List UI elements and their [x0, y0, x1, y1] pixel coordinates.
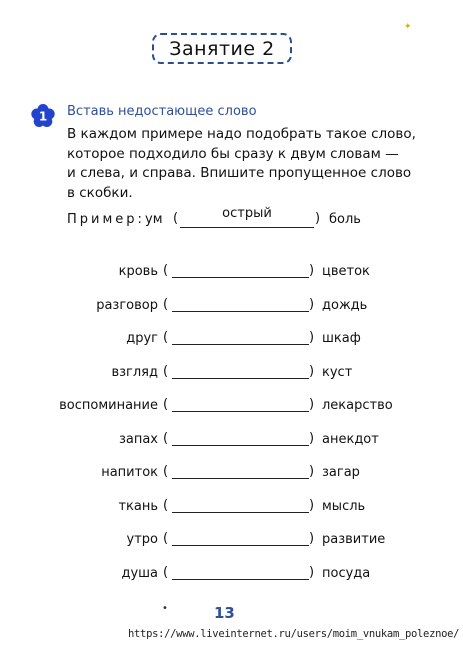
example-answer: острый [222, 206, 272, 221]
left-word: напиток [101, 465, 158, 480]
paren-close: ) [309, 497, 315, 513]
answer-blank[interactable] [172, 512, 309, 513]
instruction-line: и слева, и справа. Впишите пропущенное слово [67, 165, 412, 181]
answer-blank[interactable] [172, 277, 309, 278]
paren-close: ) [309, 397, 315, 412]
answer-line [180, 227, 314, 228]
answer-blank[interactable] [172, 478, 309, 479]
right-word: анекдот [322, 431, 379, 447]
paren-open: ( [163, 497, 169, 513]
right-word: цветок [322, 264, 370, 279]
lesson-title: Занятие 2 [152, 33, 292, 64]
left-word: друг [126, 331, 158, 346]
exercise-row [0, 497, 463, 519]
paren-open: ( [163, 263, 169, 278]
right-word: дождь [322, 297, 368, 313]
left-word: запах [118, 431, 158, 447]
corner-mark: ✦ [404, 22, 412, 32]
exercise-row [0, 262, 463, 284]
paren-open: ( [163, 397, 169, 412]
answer-blank[interactable] [172, 344, 309, 345]
left-word: взгляд [111, 364, 158, 380]
exercise-row [0, 430, 463, 452]
task-title: Вставь недостающее слово [67, 104, 257, 119]
task-instructions [67, 125, 427, 203]
paren-open: ( [163, 330, 169, 345]
task-number: 1 [38, 109, 48, 124]
answer-blank[interactable] [172, 378, 309, 379]
right-word: развитие [322, 532, 386, 547]
left-word: душа [121, 565, 158, 581]
exercise-row [0, 296, 463, 318]
instruction-line: в скобки. [67, 184, 133, 201]
task-number-badge [30, 103, 56, 129]
answer-blank[interactable] [172, 545, 309, 546]
right-word: мысль [322, 498, 366, 514]
answer-blank[interactable] [172, 311, 309, 312]
left-word: утро [126, 532, 158, 547]
paren-open: ( [163, 564, 169, 580]
instruction-line: которое подходило бы сразу к двум словам — [67, 145, 399, 162]
example-label: Пример: [67, 212, 145, 227]
answer-blank[interactable] [172, 445, 309, 446]
answer-blank[interactable] [172, 579, 309, 580]
example-left-word: ум [145, 212, 163, 227]
right-word: лекарство [322, 398, 393, 413]
dot-mark: • [162, 603, 168, 614]
exercise-row [0, 363, 463, 385]
exercise-row [0, 530, 463, 552]
paren-open: ( [163, 531, 169, 546]
paren-open: ( [173, 211, 179, 226]
left-word: воспоминание [59, 398, 158, 413]
left-word: ткань [118, 498, 158, 514]
paren-close: ) [309, 330, 315, 345]
right-word: куст [322, 364, 353, 380]
answer-blank[interactable] [172, 411, 309, 412]
example-right-word: боль [329, 212, 361, 227]
page-number: 13 [214, 604, 235, 622]
exercise-row [0, 396, 463, 418]
paren-close: ) [315, 211, 321, 226]
paren-open: ( [163, 363, 169, 379]
source-url: https://www.liveinternet.ru/users/moim_vnukam_poleznoe/ [128, 628, 460, 640]
example-row [67, 206, 397, 232]
exercise-row [0, 564, 463, 586]
exercise-row [0, 463, 463, 485]
paren-close: ) [309, 296, 315, 312]
left-word: кровь [118, 264, 158, 279]
paren-close: ) [309, 464, 315, 479]
paren-open: ( [163, 296, 169, 312]
paren-close: ) [309, 564, 315, 580]
paren-close: ) [309, 430, 315, 446]
left-word: разговор [96, 297, 158, 313]
exercise-row [0, 329, 463, 351]
right-word: загар [322, 465, 360, 480]
right-word: шкаф [322, 331, 361, 346]
paren-open: ( [163, 464, 169, 479]
instruction-line: В каждом примере надо подобрать такое слово, [67, 126, 416, 142]
paren-close: ) [309, 263, 315, 278]
paren-close: ) [309, 531, 315, 546]
paren-open: ( [163, 430, 169, 446]
paren-close: ) [309, 363, 315, 379]
right-word: посуда [322, 565, 371, 581]
